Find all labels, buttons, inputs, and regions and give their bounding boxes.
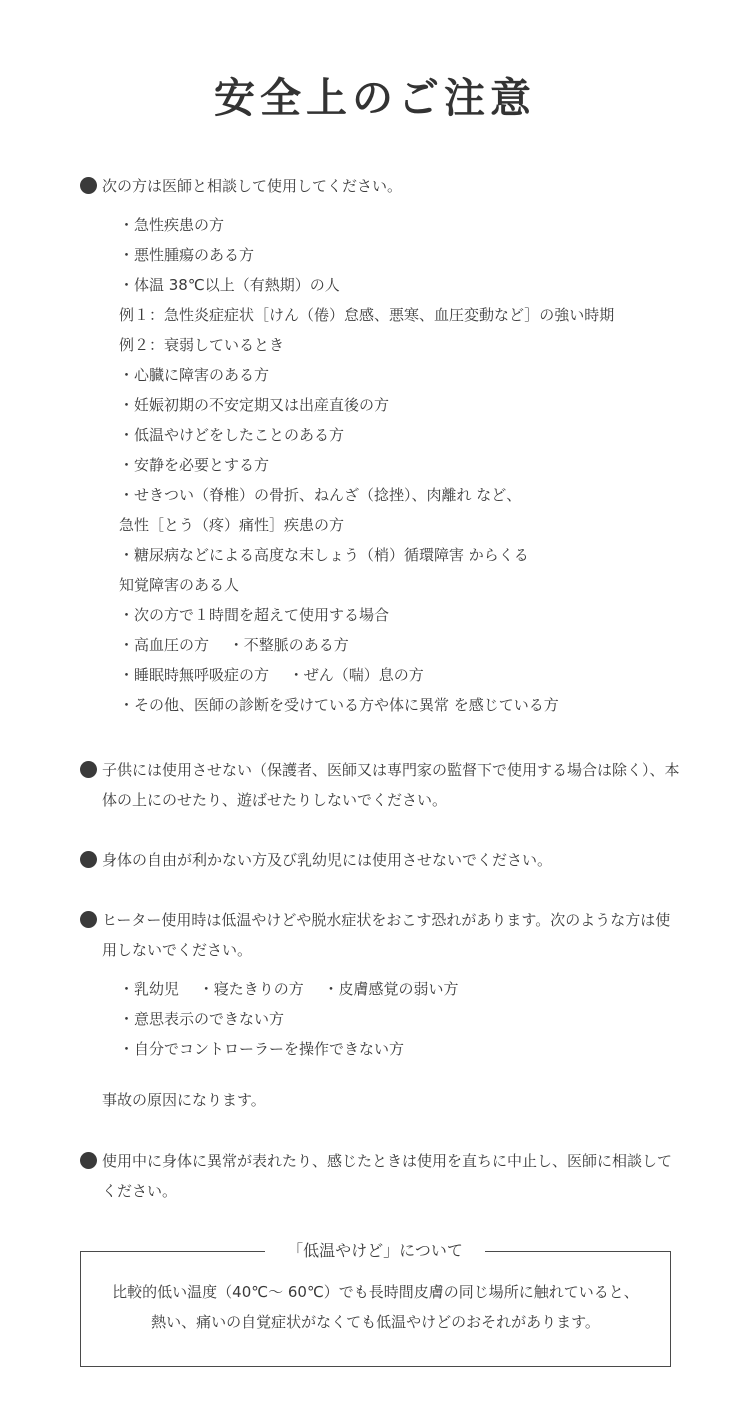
list-item: ・乳幼児 ・寝たきりの方 ・皮膚感覚の弱い方 xyxy=(119,980,459,998)
accident-note: 事故の原因になります。 xyxy=(102,1091,266,1109)
bullet-dot-icon xyxy=(80,177,97,194)
box-body xyxy=(80,1277,671,1337)
bullet-dot-icon xyxy=(80,1152,97,1169)
section-text: 身体の自由が利かない方及び乳幼児には使用させないでください。 xyxy=(102,851,553,869)
list-item: ・意思表示のできない方 xyxy=(119,1010,285,1028)
section-heading: 次の方は医師と相談して使用してください。 xyxy=(102,177,403,195)
list-item: ・自分でコントローラーを操作できない方 xyxy=(119,1040,405,1058)
list-item: ・急性疾患の方 xyxy=(119,216,225,234)
bullet-dot-icon xyxy=(80,851,97,868)
list-item: ・せきつい（脊椎）の骨折、ねんざ（捻挫）、肉離れ など、 xyxy=(119,486,522,504)
box-title-wrap xyxy=(0,1236,750,1266)
list-item: 急性［とう（疼）痛性］疾患の方 xyxy=(119,516,345,534)
list-item: ・心臓に障害のある方 xyxy=(119,366,270,384)
list-item: ・体温 38℃以上（有熱期）の人 xyxy=(119,276,340,294)
list-item: ・低温やけどをしたことのある方 xyxy=(119,426,345,444)
list-item: ・悪性腫瘍のある方 xyxy=(119,246,255,264)
box-line: 比較的低い温度（40℃～ 60℃）でも長時間皮膚の同じ場所に触れていると、 xyxy=(112,1283,639,1301)
list-item: 例２：衰弱しているとき xyxy=(119,336,285,354)
box-line: 熱い、痛いの自覚症状がなくても低温やけどのおそれがあります。 xyxy=(151,1313,600,1331)
section-text: ヒーター使用時は低温やけどや脱水症状をおこす恐れがあります。次のような方は使用しないでください。 xyxy=(102,911,671,959)
section-text: 使用中に身体に異常が表れたり、感じたときは使用を直ちに中止し、医師に相談してください。 xyxy=(102,1152,673,1200)
page-title: 安全上のご注意 xyxy=(214,74,536,122)
section-stop-use xyxy=(80,1146,680,1206)
section-consult-doctor xyxy=(80,171,680,201)
section-text: 子供には使用させない（保護者、医師又は専門家の監督下で使用する場合は除く）、本体の上にのせたり、遊ばせたりしないでください。 xyxy=(102,761,680,809)
list-item: ・高血圧の方 ・不整脈のある方 xyxy=(119,636,349,654)
list-item: ・安静を必要とする方 xyxy=(119,456,270,474)
section-children-warning xyxy=(80,755,680,815)
bullet-dot-icon xyxy=(80,911,97,928)
list-item: ・妊娠初期の不安定期又は出産直後の方 xyxy=(119,396,390,414)
bullet-dot-icon xyxy=(80,761,97,778)
list-item: ・その他、医師の診断を受けている方や体に異常 を感じている方 xyxy=(119,696,559,714)
list-item: ・糖尿病などによる高度な末しょう（梢）循環障害 からくる xyxy=(119,546,529,564)
section-heater-warning xyxy=(80,905,680,965)
list-item: 例１：急性炎症症状［けん（倦）怠感、悪寒、血圧変動など］の強い時期 xyxy=(119,306,615,324)
consult-doctor-list xyxy=(119,210,679,720)
section-infants-warning xyxy=(80,845,680,875)
list-item: ・睡眠時無呼吸症の方 ・ぜん（喘）息の方 xyxy=(119,666,424,684)
list-item: 知覚障害のある人 xyxy=(119,576,240,594)
list-item: ・次の方で１時間を超えて使用する場合 xyxy=(119,606,390,624)
heater-warning-list xyxy=(119,974,679,1064)
box-title: 「低温やけど」について xyxy=(265,1241,485,1260)
